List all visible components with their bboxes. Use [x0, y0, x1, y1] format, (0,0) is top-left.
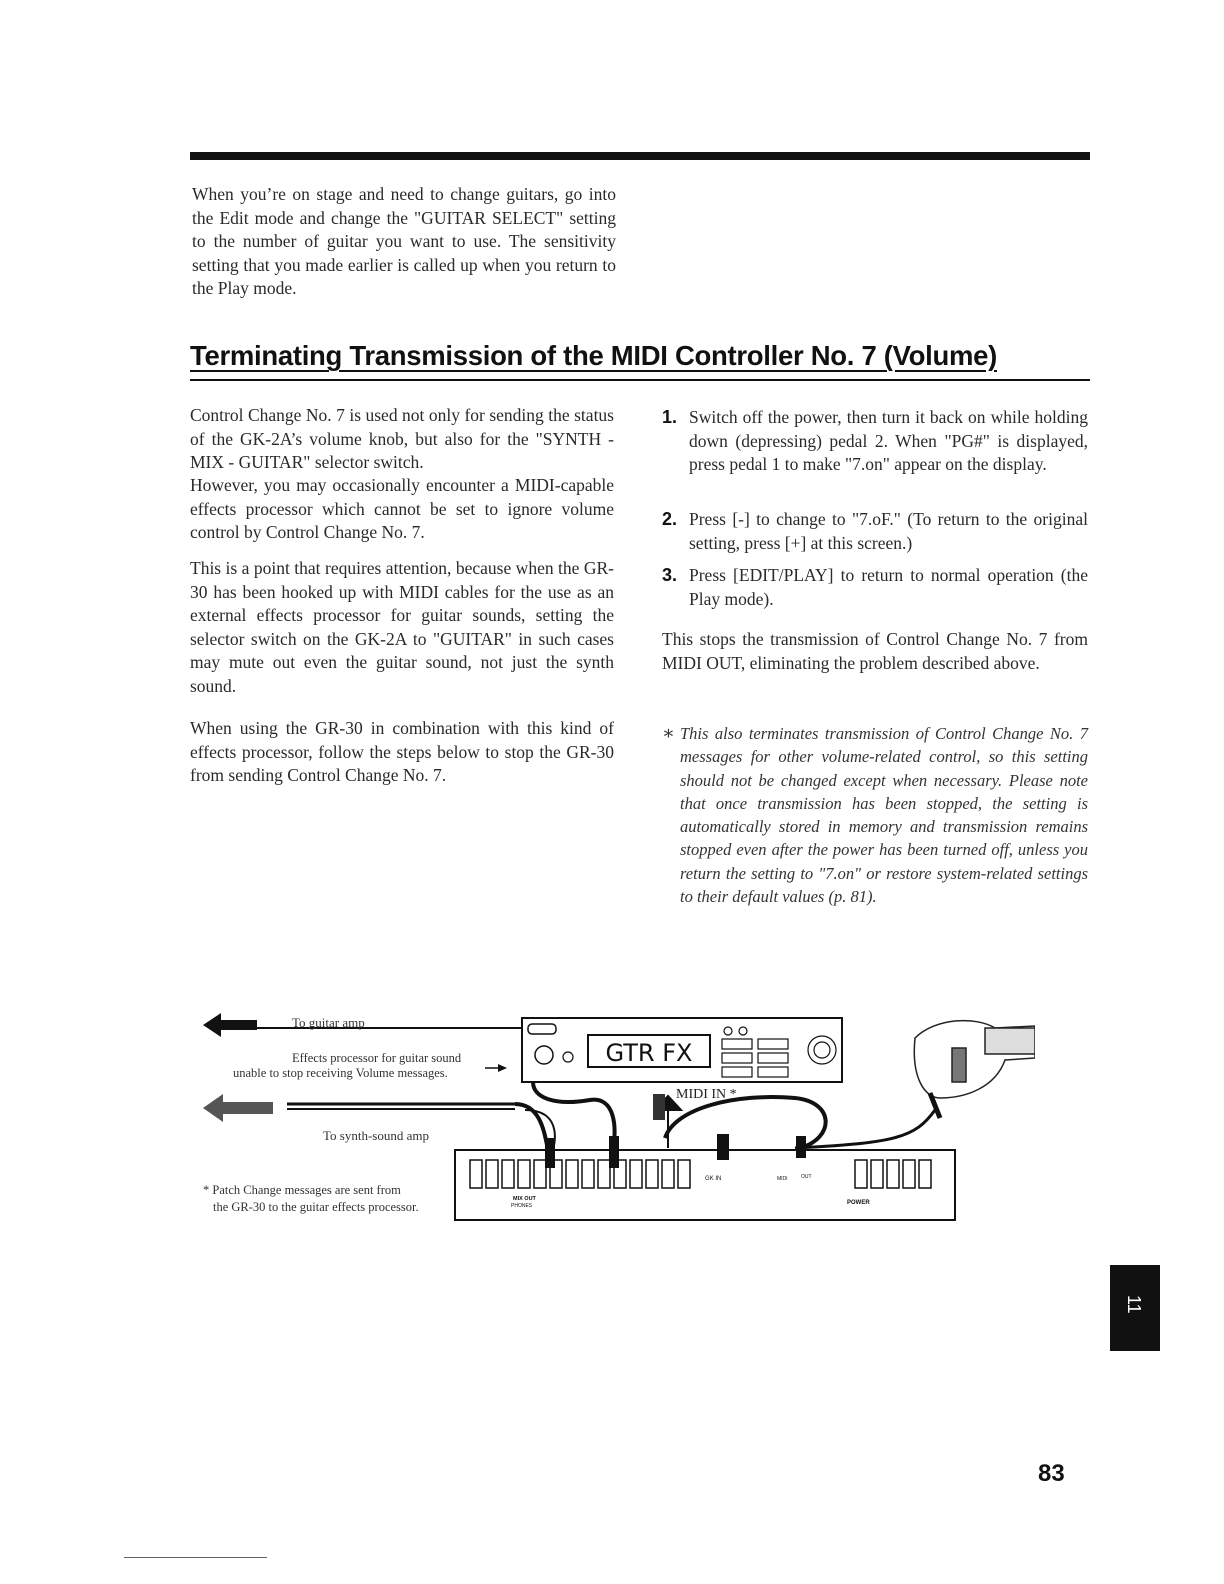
chapter-number: 11: [1124, 1295, 1144, 1314]
left-paragraph-2: However, you may occasionally encounter a MIDI-capable effects processor which cannot be set to ignore volume control by Control Change No. 7.: [190, 475, 614, 542]
left-paragraph-1: Control Change No. 7 is used not only for sending the status of the GK-2A’s volume knob, but also for the "SYNTH - MIX - GUITAR" selector switch.: [190, 405, 614, 472]
label-gk-in: GK IN: [705, 1176, 722, 1182]
intro-paragraph: When you’re on stage and need to change guitars, go into the Edit mode and change the "GUITAR SELECT" setting to the number of guitar you want to use. The sensitivity setting that you made earlier is called up when you return to the Play mode.: [192, 184, 616, 298]
step-number: 1.: [662, 407, 678, 427]
label-to-synth-amp: To synth-sound amp: [323, 1128, 429, 1143]
section-heading-text: Terminating Transmission of the MIDI Controller No. 7 (Volume): [190, 340, 997, 371]
label-power: POWER: [847, 1200, 870, 1206]
step-1: [662, 406, 1088, 477]
label-phones: PHONES: [511, 1203, 533, 1209]
fx-display-text: GTR FX: [605, 1039, 693, 1067]
step-text: Press [-] to change to "7.oF." (To return to the original setting, press [+] at this screen.): [689, 509, 1088, 553]
step-text: Switch off the power, then turn it back on while holding down (depressing) pedal 2. When "PG#" is displayed, press pedal 1 to make "7.on" appear on the display.: [689, 407, 1088, 474]
small-arrow-icon: [498, 1064, 507, 1072]
page-number: 83: [1038, 1460, 1065, 1487]
connection-diagram: [195, 998, 1035, 1230]
step-2: [662, 508, 1088, 555]
left-paragraph-4: When using the GR-30 in combination with this kind of effects processor, follow the steps below to stop the GR-30 from sending Control Change No. 7.: [190, 718, 614, 785]
left-paragraph-3: This is a point that requires attention, because when the GR-30 has been hooked up with MIDI cables for the use as an external effects processor for guitar sounds, setting the selector switch on the GK-2A to "GUITAR" in such cases may mute out even the guitar sound, not just the synth sound.: [190, 558, 614, 696]
chapter-thumb-tab: [1110, 1265, 1160, 1351]
heading-rule: [190, 379, 1090, 381]
top-rule: [190, 152, 1090, 160]
arrow-to-synth-amp-icon: [203, 1094, 273, 1122]
label-out: OUT: [801, 1174, 812, 1180]
label-effects-line2: unable to stop receiving Volume messages.: [233, 1066, 448, 1080]
note: [662, 722, 1088, 908]
asterisk-icon: ∗: [662, 723, 675, 744]
label-patch-line1: * Patch Change messages are sent from: [203, 1183, 401, 1197]
label-effects-line1: Effects processor for guitar sound: [292, 1051, 462, 1065]
label-patch-line2: the GR-30 to the guitar effects processor.: [213, 1200, 419, 1214]
step-text: Press [EDIT/PLAY] to return to normal operation (the Play mode).: [689, 565, 1088, 609]
result-paragraph: This stops the transmission of Control Change No. 7 from MIDI OUT, eliminating the problem described above.: [662, 629, 1088, 673]
label-to-guitar-amp: To guitar amp: [292, 1015, 365, 1030]
label-midi-in: MIDI IN *: [676, 1087, 737, 1102]
label-midi: MIDI: [777, 1176, 788, 1182]
gr30-jacks: [470, 1160, 931, 1188]
step-number: 2.: [662, 509, 678, 529]
guitar-icon: [914, 1021, 1035, 1118]
arrow-to-guitar-amp-icon: [203, 1013, 257, 1037]
step-number: 3.: [662, 565, 678, 585]
step-3: [662, 564, 1088, 611]
note-text: This also terminates transmission of Control Change No. 7 messages for other volume-related control, so this setting should not be changed except when necessary. Please note that once transmission has been stopped, the setting is automatically stored in memory and transmission remains stopped even after the power has been turned off, unless you return the setting to "7.on" or restore system-related settings to their default values (p. 81).: [680, 724, 1088, 907]
midi-connector: [653, 1094, 665, 1120]
section-heading: [190, 340, 1090, 372]
label-mix-out: MIX OUT: [513, 1196, 536, 1202]
bottom-link-line: [124, 1557, 267, 1558]
